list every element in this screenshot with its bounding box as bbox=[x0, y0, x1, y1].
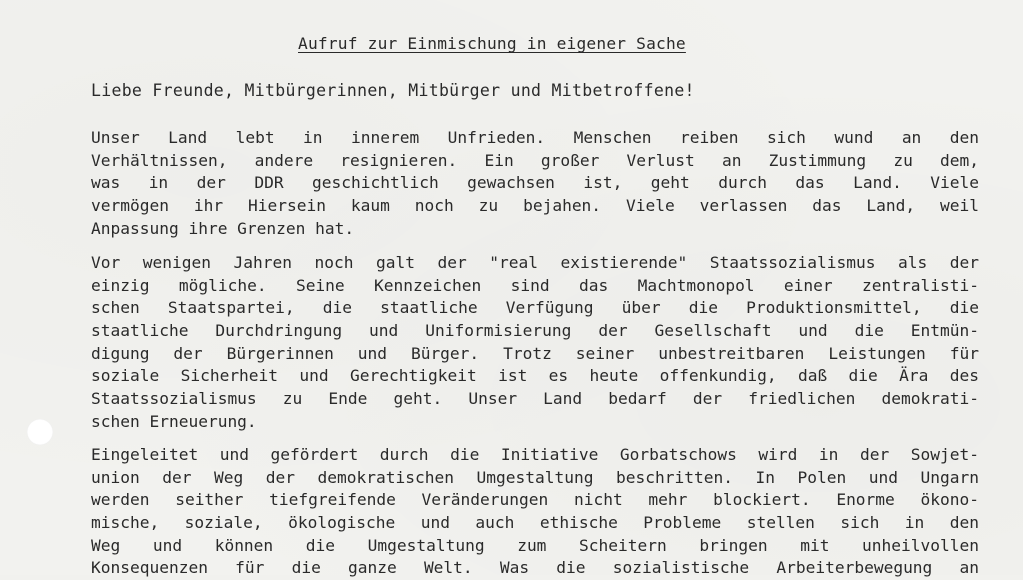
text-line: Unser Land lebt in innerem Unfrieden. Menschen reiben sich wund an den bbox=[91, 128, 979, 147]
paragraph-1 bbox=[91, 127, 979, 240]
text-line: soziale Sicherheit und Gerechtigkeit ist es heute offenkundig, daß die Ära des bbox=[91, 366, 979, 386]
paragraph-3 bbox=[91, 444, 979, 580]
text-line: Anpassung ihre Grenzen hat. bbox=[91, 218, 355, 238]
text-line: werden seither tiefgreifende Veränderungen nicht mehr blockiert. Enorme ökono- bbox=[91, 490, 979, 510]
paragraph-2 bbox=[91, 252, 979, 434]
text-line: Staatssozialismus zu Ende geht. Unser Land bedarf der friedlichen demokrati- bbox=[91, 389, 979, 409]
text-line: schen Erneuerung. bbox=[91, 411, 257, 431]
text-line: Vor wenigen Jahren noch galt der "real existierende" Staatssozialismus als der bbox=[91, 253, 979, 272]
salutation: Liebe Freunde, Mitbürgerinnen, Mitbürger und Mitbetroffene! bbox=[91, 81, 695, 100]
text-line: union der Weg der demokratischen Umgestaltung beschritten. In Polen und Ungarn bbox=[91, 467, 979, 487]
text-line: was in der DDR geschichtlich gewachsen ist, geht durch das Land. Viele bbox=[91, 173, 979, 193]
punch-hole bbox=[27, 419, 53, 445]
text-line: Verhältnissen, andere resignieren. Ein großer Verlust an Zustimmung zu dem, bbox=[91, 150, 979, 170]
text-line: Eingeleitet und gefördert durch die Initiative Gorbatschows wird in der Sowjet- bbox=[91, 445, 979, 464]
text-line: einzig mögliche. Seine Kennzeichen sind das Machtmonopol einer zentralisti- bbox=[91, 275, 979, 295]
document-title: Aufruf zur Einmischung in eigener Sache bbox=[298, 34, 686, 53]
text-line: mische, soziale, ökologische und auch ethische Probleme stellen sich in den bbox=[91, 513, 979, 533]
text-line: Konsequenzen für die ganze Welt. Was die sozialistische Arbeiterbewegung an bbox=[91, 558, 979, 578]
text-line: schen Staatspartei, die staatliche Verfügung über die Produktionsmittel, die bbox=[91, 298, 979, 318]
text-line: vermögen ihr Hiersein kaum noch zu bejahen. Viele verlassen das Land, weil bbox=[91, 196, 979, 216]
text-line: staatliche Durchdringung und Uniformisierung der Gesellschaft und die Entmün- bbox=[91, 321, 979, 341]
text-line: Weg und können die Umgestaltung zum Scheitern bringen mit unheilvollen bbox=[91, 535, 979, 555]
text-line: digung der Bürgerinnen und Bürger. Trotz seiner unbestreitbaren Leistungen für bbox=[91, 343, 979, 363]
